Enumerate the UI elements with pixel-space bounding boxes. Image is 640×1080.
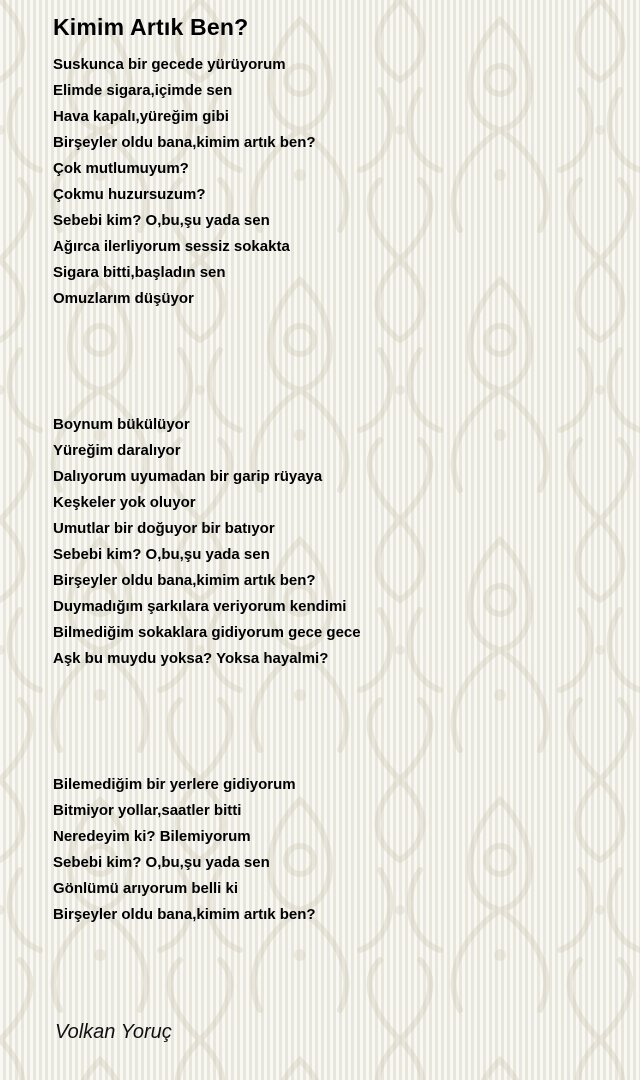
poem-line: Ağırca ilerliyorum sessiz sokakta — [53, 238, 290, 255]
poem-line: Çokmu huzursuzum? — [53, 186, 206, 203]
poem-line: Suskunca bir gecede yürüyorum — [53, 56, 286, 73]
poem-line: Dalıyorum uyumadan bir garip rüyaya — [53, 468, 323, 485]
poem-line: Duymadığım şarkılara veriyorum kendimi — [53, 598, 347, 615]
poem-line: Gönlümü arıyorum belli ki — [53, 880, 239, 897]
poem-line: Omuzlarım düşüyor — [53, 290, 194, 307]
poem-line: Sebebi kim? O,bu,şu yada sen — [53, 212, 270, 229]
poem-line: Yüreğim daralıyor — [53, 442, 181, 459]
poem-line: Aşk bu muydu yoksa? Yoksa hayalmi? — [53, 650, 329, 667]
stanza-3 — [53, 772, 316, 928]
poem-line: Umutlar bir doğuyor bir batıyor — [53, 520, 275, 537]
poem-line: Birşeyler oldu bana,kimim artık ben? — [53, 134, 316, 151]
stanza-2 — [53, 412, 361, 672]
poem-title: Kimim Artık Ben? — [53, 14, 249, 40]
poem-line: Elimde sigara,içimde sen — [53, 82, 233, 99]
poem-line: Keşkeler yok oluyor — [53, 494, 196, 511]
poem-line: Hava kapalı,yüreğim gibi — [53, 108, 229, 125]
poem-line: Sebebi kim? O,bu,şu yada sen — [53, 546, 270, 563]
poem-author: Volkan Yoruç — [55, 1021, 172, 1043]
stanza-1 — [53, 52, 316, 312]
poem-line: Sigara bitti,başladın sen — [53, 264, 226, 281]
poem-line: Neredeyim ki? Bilemiyorum — [53, 828, 251, 845]
poem-line: Birşeyler oldu bana,kimim artık ben? — [53, 906, 316, 923]
poem-line: Bilemediğim bir yerlere gidiyorum — [53, 776, 296, 793]
poem-line: Bilmediğim sokaklara gidiyorum gece gece — [53, 624, 361, 641]
poem-line: Birşeyler oldu bana,kimim artık ben? — [53, 572, 316, 589]
poem-line: Sebebi kim? O,bu,şu yada sen — [53, 854, 270, 871]
poem-line: Çok mutlumuyum? — [53, 160, 189, 177]
poem-line: Boynum bükülüyor — [53, 416, 190, 433]
poem-line: Bitmiyor yollar,saatler bitti — [53, 802, 242, 819]
